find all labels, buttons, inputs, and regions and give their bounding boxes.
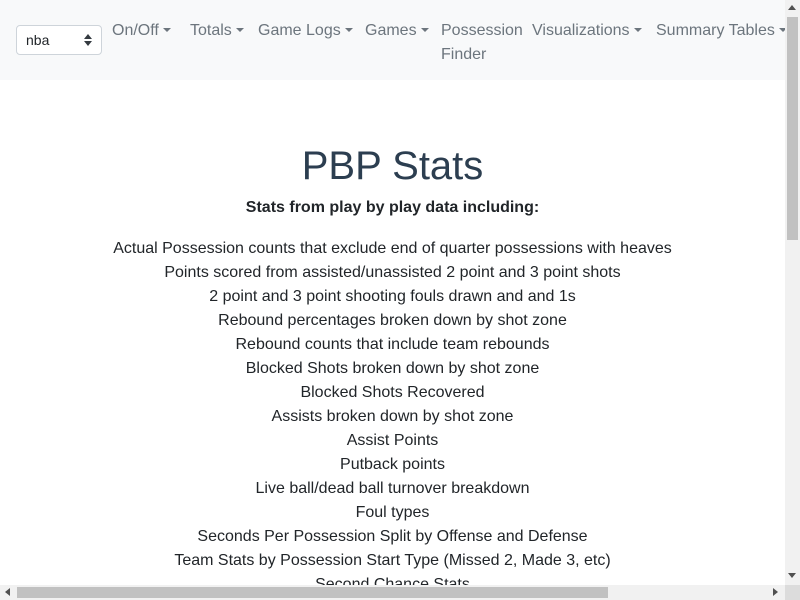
nav-on-off-dropdown[interactable] — [112, 19, 171, 43]
scroll-left-arrow-icon[interactable] — [5, 588, 10, 596]
feature-list — [0, 237, 785, 597]
league-select[interactable] — [16, 25, 102, 55]
feature-item: Foul types — [355, 504, 430, 521]
nav-game-logs-dropdown[interactable] — [258, 19, 353, 43]
caret-down-icon — [421, 28, 429, 32]
feature-item: Assist Points — [346, 432, 439, 449]
feature-item: Actual Possession counts that exclude end of quarter possessions with heaves — [113, 240, 672, 257]
feature-item: Points scored from assisted/unassisted 2 point and 3 point shots — [164, 264, 621, 281]
nav-visualizations-dropdown[interactable] — [532, 19, 642, 43]
scroll-right-arrow-icon[interactable] — [773, 588, 778, 596]
caret-down-icon — [236, 28, 244, 32]
nav-possession-finder-line1: Possession — [441, 22, 523, 39]
caret-down-icon — [634, 28, 642, 32]
nav-possession-finder-link[interactable] — [441, 19, 523, 67]
scrollbar-corner — [785, 585, 800, 600]
nav-summary-tables-label: Summary Tables — [656, 22, 775, 39]
feature-item: Live ball/dead ball turnover breakdown — [255, 480, 530, 497]
nav-game-logs-label: Game Logs — [258, 22, 341, 39]
feature-item: 2 point and 3 point shooting fouls drawn and and 1s — [209, 288, 576, 305]
feature-item: Assists broken down by shot zone — [271, 408, 514, 425]
nav-summary-tables-dropdown[interactable] — [656, 19, 787, 43]
horizontal-scroll-thumb[interactable] — [17, 587, 608, 598]
nav-visualizations-label: Visualizations — [532, 22, 630, 39]
feature-item: Team Stats by Possession Start Type (Missed 2, Made 3, etc) — [174, 552, 611, 569]
page-subtitle: Stats from play by play data including: — [245, 199, 540, 216]
caret-down-icon — [345, 28, 353, 32]
nav-on-off-label: On/Off — [112, 22, 159, 39]
nav-totals-dropdown[interactable] — [190, 19, 244, 43]
vertical-scroll-thumb[interactable] — [787, 17, 798, 240]
nav-games-label: Games — [365, 22, 417, 39]
feature-item: Putback points — [340, 456, 445, 473]
updown-arrows-icon — [84, 34, 92, 46]
vertical-scrollbar[interactable] — [785, 0, 800, 585]
scroll-down-arrow-icon[interactable] — [788, 573, 796, 578]
feature-item: Blocked Shots broken down by shot zone — [245, 360, 540, 377]
page-title: PBP Stats — [301, 144, 484, 188]
caret-down-icon — [163, 28, 171, 32]
horizontal-scrollbar[interactable] — [0, 585, 785, 600]
feature-item: Rebound counts that include team rebounds — [235, 336, 550, 353]
scroll-up-arrow-icon[interactable] — [788, 5, 796, 10]
feature-item: Seconds Per Possession Split by Offense and Defense — [197, 528, 588, 545]
feature-item: Blocked Shots Recovered — [300, 384, 485, 401]
feature-item: Rebound percentages broken down by shot zone — [218, 312, 567, 329]
nav-games-dropdown[interactable] — [365, 19, 429, 43]
nav-possession-finder-line2: Finder — [441, 46, 487, 63]
nav-totals-label: Totals — [190, 22, 232, 39]
top-navbar — [0, 0, 785, 80]
league-select-value: nba — [26, 32, 50, 48]
